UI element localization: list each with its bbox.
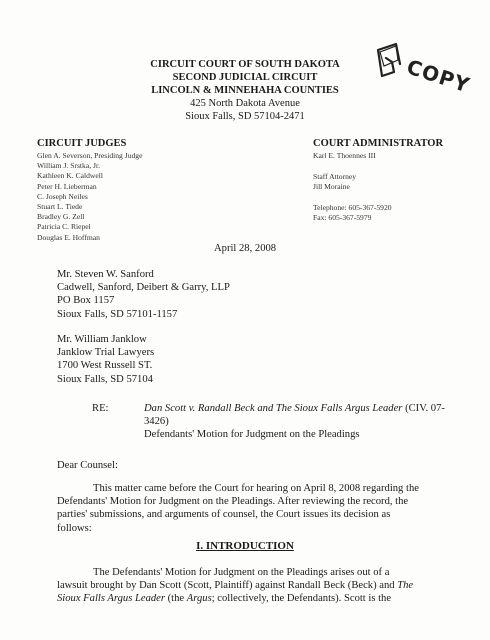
paragraph-2-text: (the (165, 593, 187, 605)
recipient-1-box: PO Box 1157 (57, 295, 115, 307)
judge-name: Kathleen K. Caldwell (37, 171, 104, 181)
judge-name: Peter H. Lieberman (37, 181, 97, 191)
administrator-name: Karl E. Thoennes III (313, 151, 376, 160)
letter-date: April 28, 2008 (214, 243, 277, 254)
paragraph-2-text: ; collectively, the Defendants). Scott is the (211, 593, 392, 605)
staff-attorney-title: Staff Attorney (313, 172, 357, 181)
re-motion: Defendants' Motion for Judgment on the Pleadings (144, 429, 360, 441)
fax: Fax: 605-367-5979 (313, 213, 372, 222)
re-case-number-a: (CIV. 07- (402, 403, 445, 414)
re-case-parties: Dan Scott v. Randall Beck and The Sioux Falls Argus Leader (144, 403, 403, 414)
copy-stamp (372, 40, 482, 120)
section-heading: I. INTRODUCTION (196, 540, 294, 552)
court-circuit: SECOND JUDICIAL CIRCUIT (172, 72, 318, 83)
judge-name: William J. Srstka, Jr. (37, 161, 100, 171)
re-case-number-b: 3426) (144, 416, 169, 428)
judge-name: Douglas E. Hoffman (37, 232, 100, 242)
re-block (144, 402, 464, 442)
judge-name: Glen A. Severson, Presiding Judge (37, 151, 143, 160)
salutation: Dear Counsel: (57, 460, 118, 471)
copy-stamp-text: COPY (403, 54, 473, 98)
paragraph-2-text: lawsuit brought by Dan Scott (Scott, Plaintiff) against Randall Beck (Beck) and (57, 580, 398, 592)
recipient-2-city: Sioux Falls, SD 57104 (57, 373, 153, 385)
recipient-2-firm: Janklow Trial Lawyers (57, 347, 155, 359)
paragraph-1-line: follows: (57, 522, 92, 534)
recipient-1-firm: Cadwell, Sanford, Deibert & Garry, LLP (57, 282, 230, 294)
paragraph-1-line: This matter came before the Court for hearing on April 8, 2008 regarding the (93, 483, 419, 494)
recipient-1-city: Sioux Falls, SD 57101-1157 (57, 308, 178, 320)
court-city: Sioux Falls, SD 57104-2471 (185, 111, 305, 122)
re-label: RE: (92, 403, 109, 414)
paragraph-2-line: The Defendants' Motion for Judgment on the Pleadings arises out of a (93, 567, 390, 578)
re-case-line (144, 402, 464, 415)
recipient-2-street: 1700 West Russell ST. (57, 360, 153, 372)
paragraph-1-line: parties' submissions, and arguments of counsel, the Court issues its decision as (57, 509, 391, 521)
staff-attorney-name: Jill Moraine (313, 182, 350, 191)
recipient-1-name: Mr. Steven W. Sanford (57, 269, 154, 280)
paragraph-2-line (57, 579, 477, 592)
paragraph-2-italic: The (397, 580, 414, 592)
court-street: 425 North Dakota Avenue (190, 98, 300, 109)
judge-name: Stuart L. Tiede (37, 202, 83, 212)
paragraph-2-italic: Argus (186, 593, 212, 605)
paragraph-2-line (57, 592, 477, 605)
court-counties: LINCOLN & MINNEHAHA COUNTIES (151, 85, 339, 96)
administrator-heading: COURT ADMINISTRATOR (313, 138, 444, 149)
recipient-2 (57, 333, 154, 386)
paragraph-1-line: Defendants' Motion for Judgment on the Pleadings. After reviewing the record, the (57, 496, 409, 508)
judge-name: Patricia C. Riepel (37, 222, 91, 232)
judges-list (37, 151, 142, 243)
recipient-1 (57, 268, 230, 321)
paragraph-2 (57, 566, 477, 606)
court-name: CIRCUIT COURT OF SOUTH DAKOTA (150, 59, 340, 70)
judges-heading: CIRCUIT JUDGES (37, 138, 127, 149)
telephone: Telephone: 605-367-5920 (313, 203, 392, 212)
paragraph-2-italic: Sioux Falls Argus Leader (57, 593, 165, 605)
paragraph-1 (57, 482, 477, 535)
judge-name: C. Joseph Neiles (37, 191, 88, 201)
judge-name: Bradley G. Zell (37, 212, 85, 222)
recipient-2-name: Mr. William Janklow (57, 334, 147, 345)
